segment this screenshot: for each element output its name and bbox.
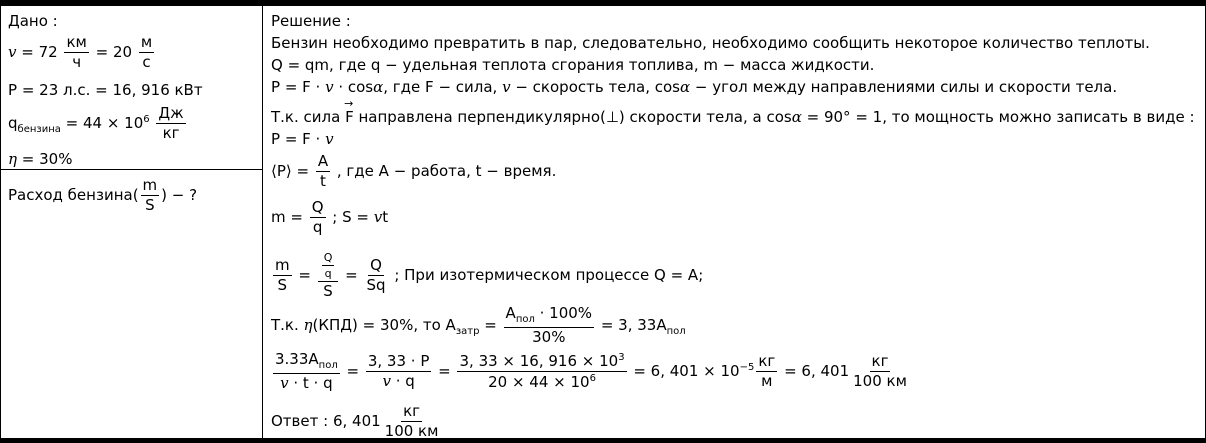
given-heat: $q_{бензина} = 44 \times 10^6$ $\frac{Дж}{кг}$ xyxy=(8,104,184,142)
solution-line-3: P = F · v · cosα, где F − сила, v − скорость тела, cosα − угол между направлениями силы и скорости тела. xyxy=(271,78,1118,96)
given-speed: v = 72 $\frac{км}{ч}$ = 20 $\frac{м}{с}$ xyxy=(8,33,153,71)
answer-line: Ответ : 6, 401 $\frac{кг}{100 км}$ xyxy=(271,402,439,440)
speed-unit-kmh: $\frac{км}{ч}$ xyxy=(66,33,87,71)
solution-header: Решение : xyxy=(271,12,351,30)
solution-line-7: m = $\frac{Q}{q}$ ; S = vt xyxy=(271,198,389,236)
given-panel xyxy=(1,6,263,438)
given-efficiency: η = 30% xyxy=(8,150,73,168)
solution-line-5: P = F · v xyxy=(271,130,334,148)
solution-line-1: Бензин необходимо превратить в пар, следовательно, необходимо сообщить некоторое количество теплоты. xyxy=(271,34,1150,52)
solution-line-4: Т.к. сила → F направлена перпендикулярно(⊥) скорости тела, а cosα = 90° = 1, то мощность можно записать в виде : xyxy=(271,110,1195,125)
speed-var: v xyxy=(8,43,17,61)
solution-line-6: ⟨P⟩ = $\frac{A}{t}$ , где A − работа, t − время. xyxy=(271,152,557,190)
given-power: P = 23 л.с. = 16, 916 кВт xyxy=(8,81,203,99)
given-header: Дано : xyxy=(8,12,58,30)
heat-unit: $\frac{Дж}{кг}$ xyxy=(158,104,184,142)
solution-line-9: Т.к. η(КПД) = 30%, то $A_{затр}$ = $\frac{A_{пол} \cdot 100\%}{30\%}$ = 3, $33A_{пол}$ xyxy=(271,304,686,346)
solution-sheet xyxy=(0,5,1206,439)
speed-unit-ms: $\frac{м}{с}$ xyxy=(140,33,153,71)
solution-panel xyxy=(264,6,1204,438)
solution-line-8: $\frac{m}{S}$ = $\frac{\frac{Q}{q}}{S}$ = $\frac{Q}{Sq}$ ; При изотермическом процессе Q = A; xyxy=(275,251,704,300)
solution-line-2: Q = qm, где q − удельная теплота сгорания топлива, m − масса жидкости. xyxy=(271,56,875,74)
solution-line-10: $\frac{3.33A_{пол}}{v \cdot t \cdot q}$ = $\frac{3, 33 \cdot P}{v \cdot q}$ = $\frac{3, 33 \times 16, 916 \times 10^3}{20 \times 44 \times 10^6}$ = 6, $401 \times 10^{-5}$ $\frac{кг}{м}$ = 6, 401 $\frac{кг}{100 км}$ xyxy=(275,350,907,392)
force-vector: → F xyxy=(345,110,354,125)
find-fuel-consumption: Расход бензина( $\frac{m}{S}$ ) − ? xyxy=(8,176,198,214)
